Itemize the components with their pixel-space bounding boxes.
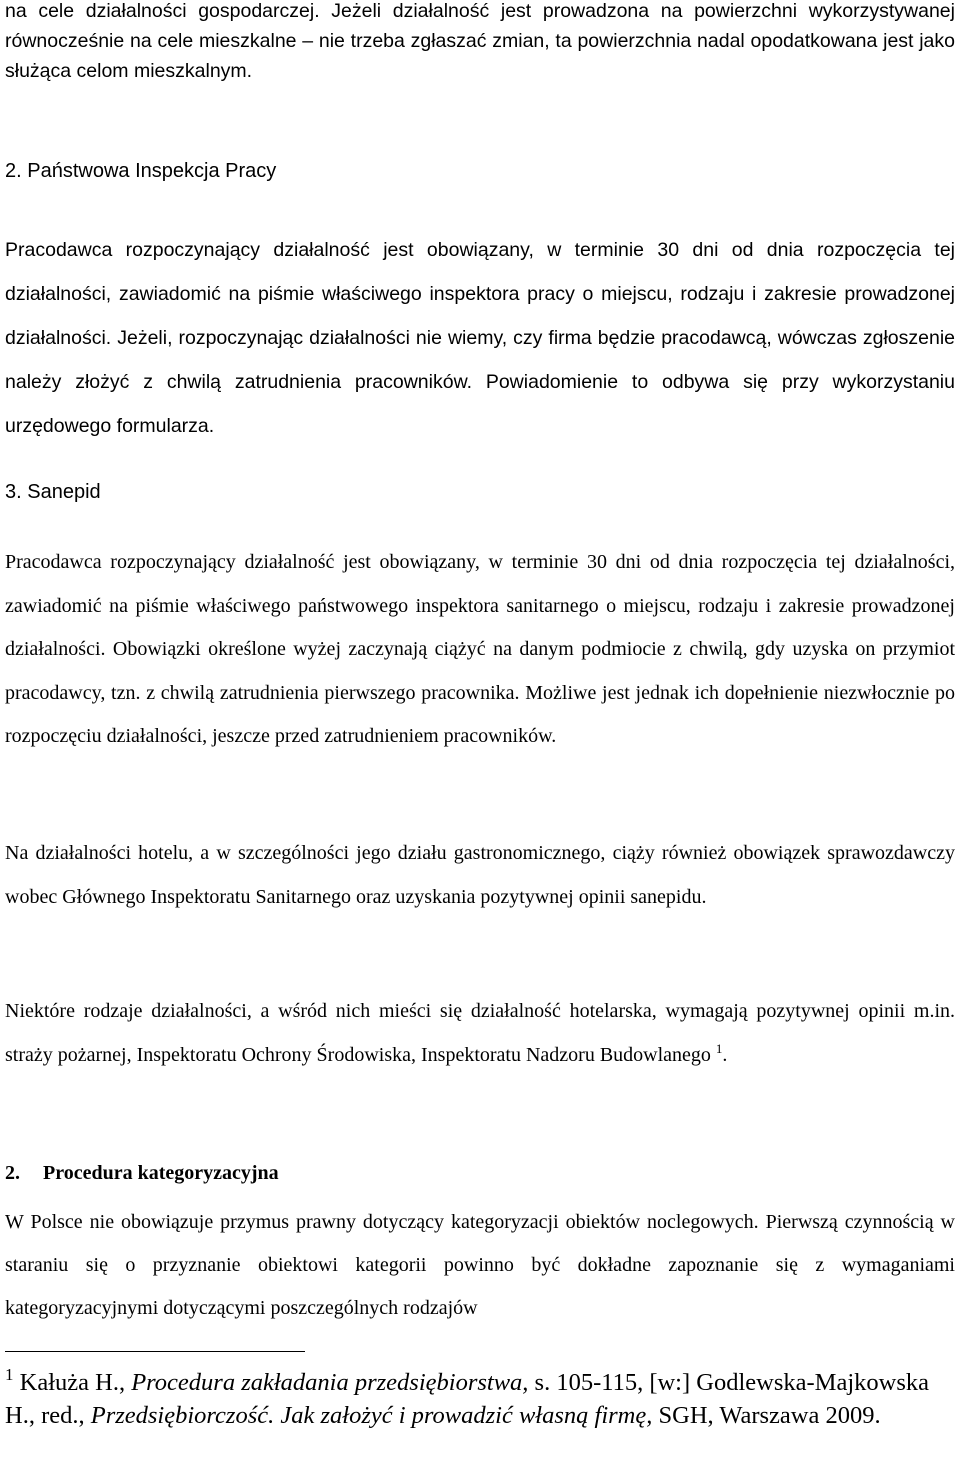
pip-paragraph: Pracodawca rozpoczynający działalność jest obowiązany, w terminie 30 dni od dnia rozpoczęcia tej działalności, zawiadomić na piśmie właściwego inspektora pracy o miejscu, rodzaju i zakresie prowadzonej działalności. Jeżeli, rozpoczynając działalności nie wiemy, czy firma będzie pracodawcą, wówczas zgłoszenie należy złożyć z chwilą zatrudnienia pracowników. Powiadomienie to odbywa się przy wykorzystaniu urzędowego formularza. — [5, 239, 955, 437]
intro-paragraph: na cele działalności gospodarczej. Jeżeli działalność jest prowadzona na powierzchni wykorzystywanej równocześnie na cele mieszkalne – nie trzeba zgłaszać zmian, ta powierzchnia nadal opodatkowana jest jako służąca celom mieszkalnym. — [5, 0, 955, 82]
sanepid-paragraph-1: Pracodawca rozpoczynający działalność jest obowiązany, w terminie 30 dni od dnia rozpoczęcia tej działalności, zawiadomić na piśmie właściwego państwowego inspektora sanitarnego o miejscu, rodzaju i zakresie prowadzonej działalności. Obowiązki określone wyżej zaczynają ciążyć na danym podmiocie z chwilą, gdy uzyska on przymiot pracodawcy, tzn. z chwilą zatrudnienia pierwszego pracownika. Możliwe jest jednak ich dopełnienie niezwłocznie po rozpoczęciu działalności, jeszcze przed zatrudnieniem pracowników. — [5, 551, 955, 747]
footnote-separator — [5, 1351, 305, 1352]
footnote-title-2: Przedsiębiorczość. Jak założyć i prowadzić własną firmę, — [90, 1402, 653, 1429]
section-heading-pip: 2. Państwowa Inspekcja Pracy — [5, 160, 277, 182]
footnote-marker: 1 — [5, 1365, 14, 1384]
sanepid-paragraph-3-text: Niektóre rodzaje działalności, a wśród nich mieści się działalność hotelarska, wymagają pozytywnej opinii m.in. straży pożarnej, Inspektoratu Ochrony Środowiska, Inspektoratu Nadzoru Budowlanego — [5, 1000, 955, 1066]
footnote-author-1: Kałuża H., — [13, 1369, 132, 1396]
footnote-pages: s. 105-115, [w:] Godlewska-Majkowska H., red., — [5, 1369, 929, 1429]
sanepid-paragraph-3-end: . — [722, 1043, 728, 1066]
footnote-title-1: Procedura zakładania przedsiębiorstwa, — [131, 1369, 529, 1396]
sanepid-paragraph-3 — [5, 990, 955, 1077]
section-title: Procedura kategoryzacyjna — [43, 1162, 279, 1184]
kategoryzacja-paragraph: W Polsce nie obowiązuje przymus prawny dotyczący kategoryzacji obiektów noclegowych. Pierwszą czynnością w staraniu się o przyznanie obiektowi kategorii powinno być dokładne zapoznanie się z wymaganiami kategoryzacyjnymi dotyczącymi poszczególnych rodzajów — [5, 1211, 955, 1319]
sanepid-paragraph-2: Na działalności hotelu, a w szczególności jego działu gastronomicznego, ciąży również obowiązek sprawozdawczy wobec Głównego Inspektoratu Sanitarnego oraz uzyskania pozytywnej opinii sanepidu. — [5, 842, 955, 908]
section-heading-kategoryzacja — [5, 1158, 955, 1188]
footnote-publisher: SGH, Warszawa 2009. — [652, 1402, 881, 1429]
section-heading-sanepid: 3. Sanepid — [5, 481, 101, 503]
section-number: 2. — [5, 1162, 20, 1184]
footnote — [5, 1366, 955, 1432]
footnote-reference[interactable]: 1 — [715, 1040, 723, 1056]
